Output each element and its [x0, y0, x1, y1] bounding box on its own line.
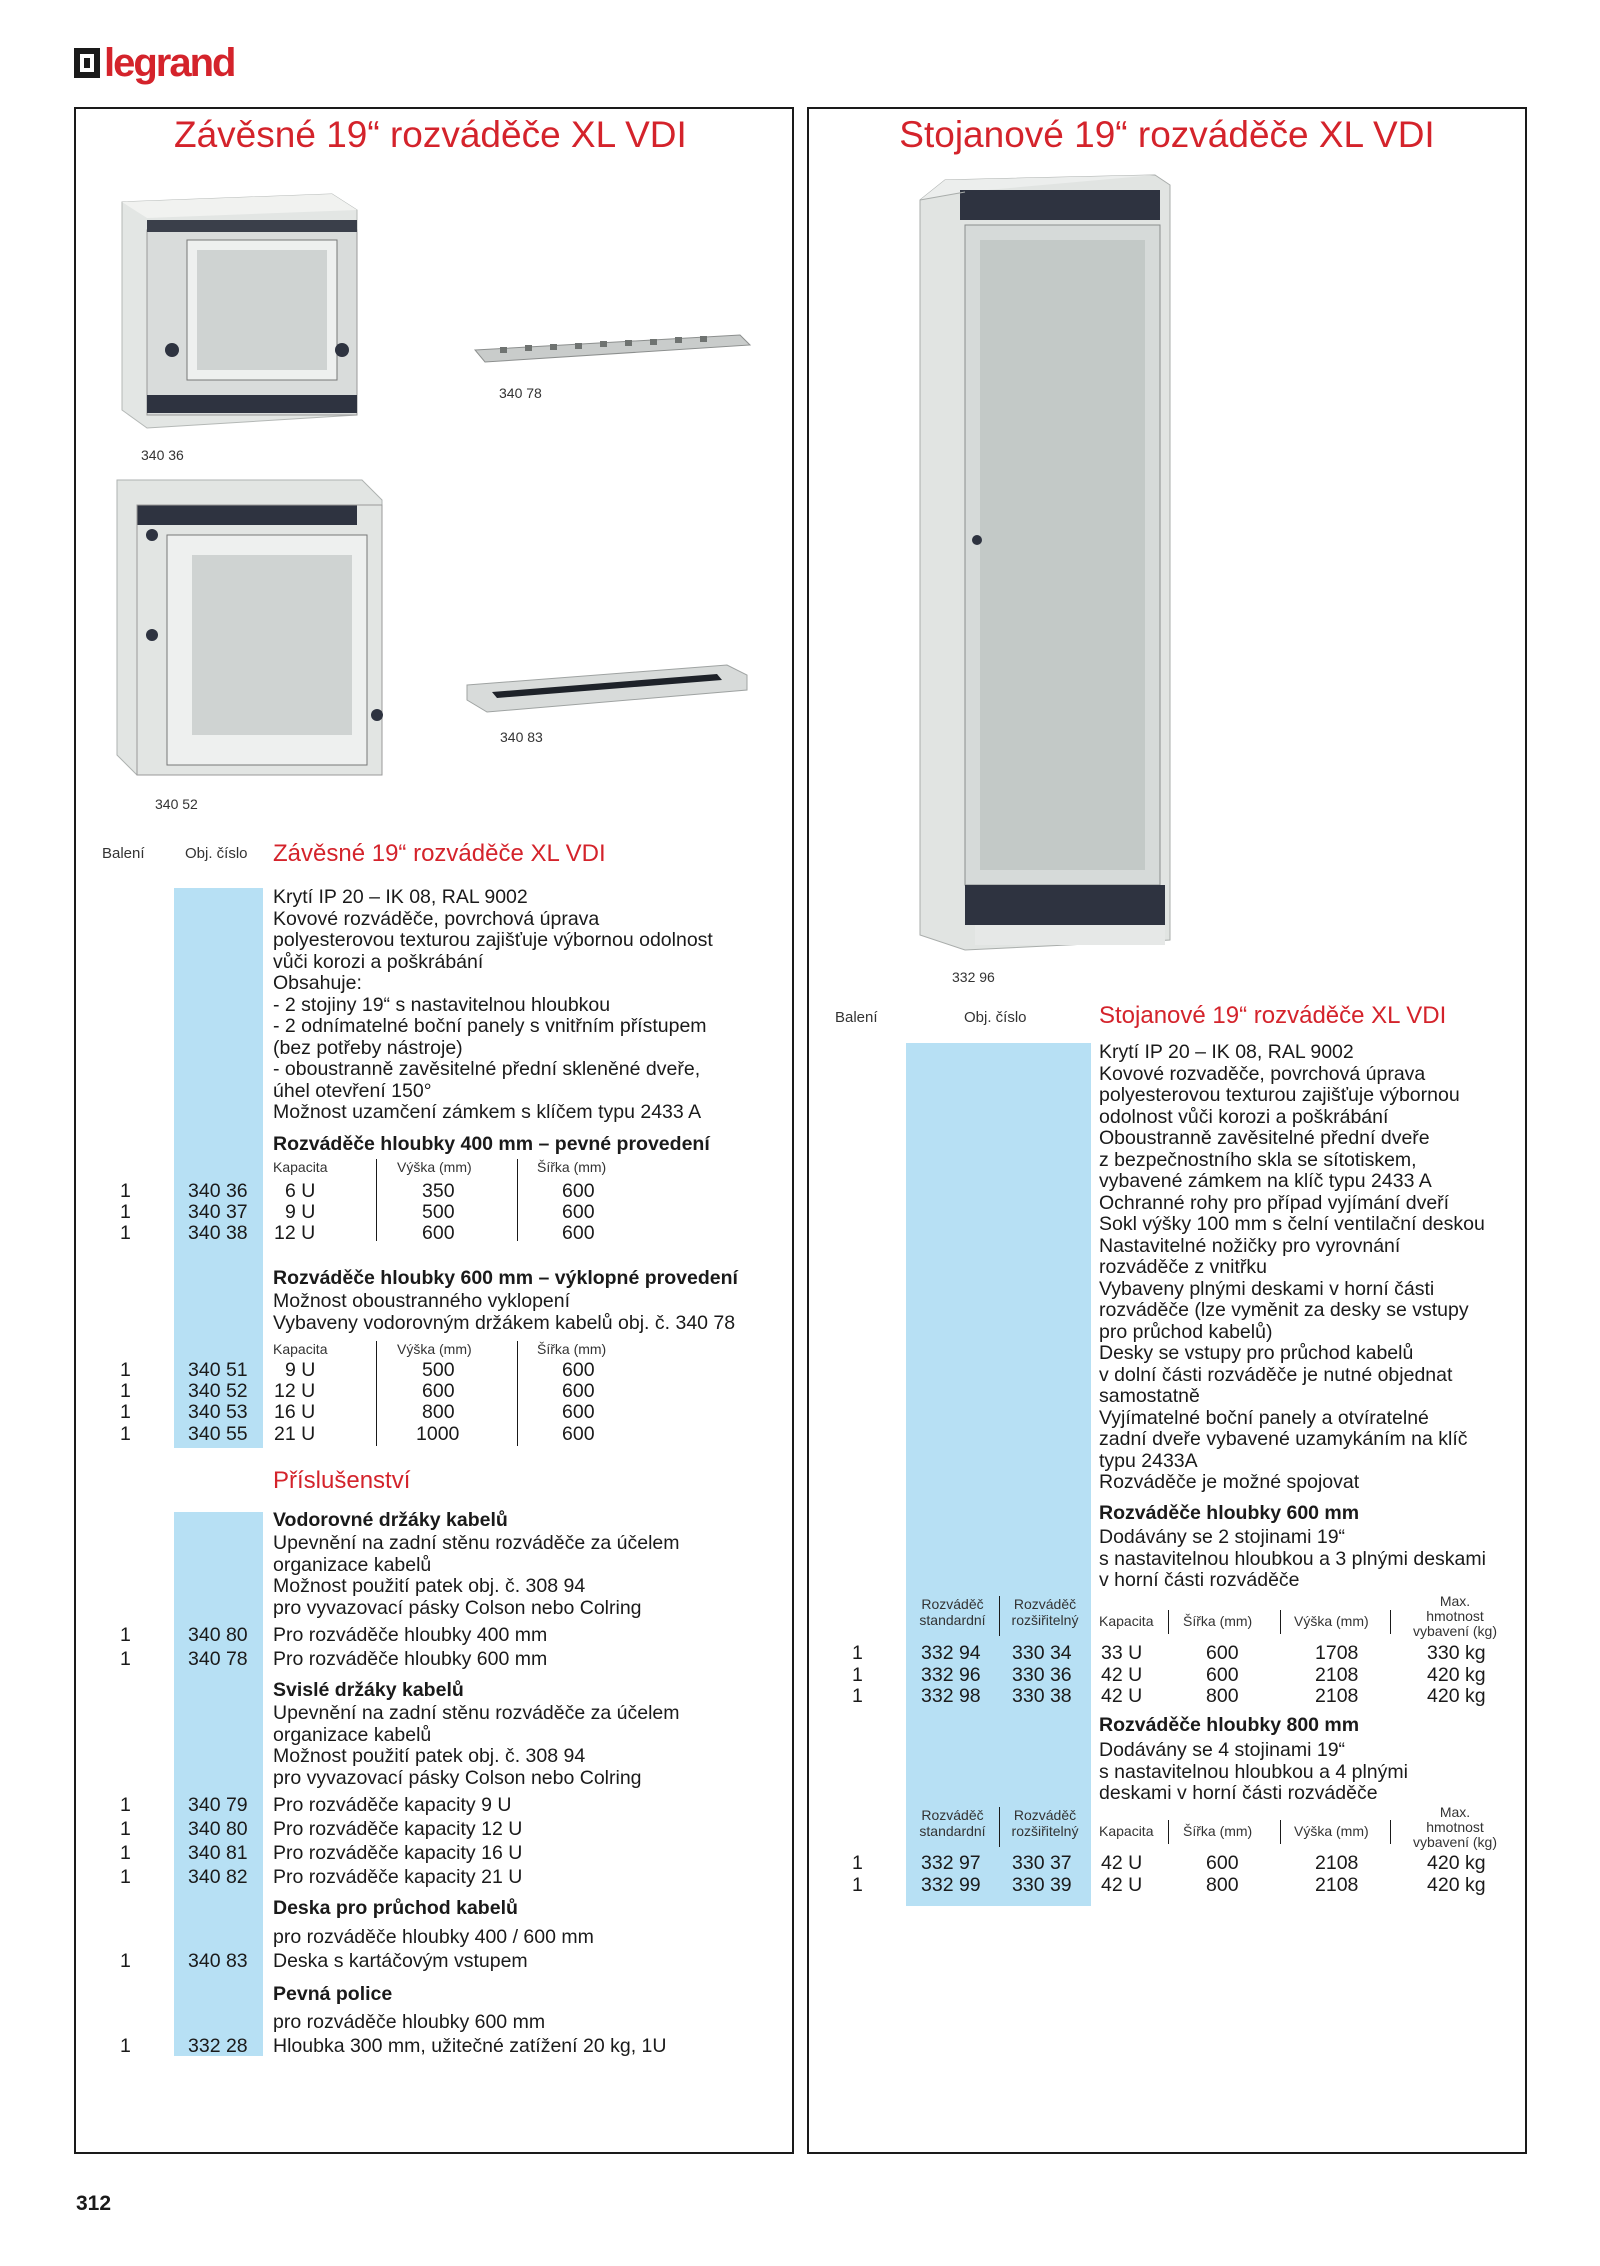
- height-cell: 2108: [1315, 1852, 1359, 1874]
- desc-line: v dolní části rozváděče je nutné objednat: [1099, 1363, 1453, 1386]
- col-max-weight-line: vybavení (kg): [1412, 1834, 1498, 1850]
- col-vyska: Výška (mm): [1294, 1613, 1369, 1629]
- width-cell: 600: [562, 1401, 595, 1423]
- baleni-cell: 1: [120, 1201, 131, 1223]
- desc-line: pro vyvazovací pásky Colson nebo Colring: [273, 1596, 642, 1619]
- desc-line: vůči korozi a poškrábání: [273, 950, 484, 973]
- desc-line: vybavené zámkem na klíč typu 2433 A: [1099, 1170, 1432, 1192]
- column-divider: [376, 1341, 377, 1446]
- image-caption: 340 52: [155, 796, 198, 812]
- capacity-cell: 6 U: [285, 1180, 316, 1202]
- desc-line: Krytí IP 20 – IK 08, RAL 9002: [273, 886, 528, 908]
- baleni-cell: 1: [120, 1648, 131, 1670]
- order-number-cell: 340 80: [188, 1624, 248, 1646]
- width-cell: 600: [562, 1201, 595, 1223]
- baleni-cell: 1: [120, 1380, 131, 1402]
- order-number-column: [906, 1043, 1091, 1906]
- group-title: Pevná police: [273, 1983, 393, 2005]
- col-extendable-line: rozšiřitelný: [1011, 1823, 1079, 1839]
- order-number-cell: 330 34: [1012, 1642, 1072, 1664]
- width-cell: 600: [562, 1423, 595, 1445]
- col-max-weight: [1390, 1805, 1520, 1850]
- baleni-cell: 1: [120, 1401, 131, 1423]
- image-caption: 340 78: [499, 385, 542, 401]
- order-number-cell: 332 99: [921, 1874, 981, 1896]
- height-cell: 350: [422, 1180, 455, 1202]
- height-cell: 800: [422, 1401, 455, 1423]
- col-max-weight-line: vybavení (kg): [1412, 1623, 1498, 1639]
- order-number-cell: 340 81: [188, 1842, 248, 1864]
- order-number-cell: 340 82: [188, 1866, 248, 1888]
- desc-line: organizace kabelů: [273, 1723, 432, 1746]
- col-standard-line: Rozváděč: [921, 1596, 984, 1612]
- column-divider: [1168, 1820, 1169, 1844]
- order-number-cell: 340 78: [188, 1648, 248, 1670]
- wall-cabinet-340-36-image: [112, 190, 362, 435]
- col-kapacita: Kapacita: [1099, 1613, 1154, 1629]
- header-baleni: Balení: [102, 845, 145, 862]
- baleni-cell: 1: [852, 1685, 863, 1707]
- col-standard-line: standardní: [919, 1612, 986, 1628]
- desc-line: Upevnění na zadní stěnu rozváděče za účelem: [273, 1532, 680, 1554]
- height-cell: 600: [422, 1380, 455, 1402]
- col-sirka: Šířka (mm): [537, 1159, 607, 1175]
- column-divider: [517, 1341, 518, 1446]
- baleni-cell: 1: [120, 1950, 131, 1972]
- order-number-column: [174, 1512, 263, 2056]
- desc-line: Kovové rozváděče, povrchová úprava: [273, 907, 600, 930]
- col-max-weight-line: Max.: [1439, 1804, 1471, 1820]
- desc-line: - 2 odnímatelné boční panely s vnitřním přístupem: [273, 1015, 707, 1037]
- column-divider: [376, 1159, 377, 1241]
- order-number-cell: 340 79: [188, 1794, 248, 1816]
- header-baleni: Balení: [835, 1009, 878, 1026]
- height-cell: 500: [422, 1359, 455, 1381]
- order-number-cell: 340 37: [188, 1201, 248, 1223]
- desc-line: organizace kabelů: [273, 1553, 432, 1576]
- image-caption: 332 96: [952, 969, 995, 985]
- baleni-cell: 1: [120, 1818, 131, 1840]
- desc-line: polyesterovou texturou zajišťuje výbornou odolnost: [273, 929, 713, 951]
- capacity-cell: 42 U: [1101, 1852, 1143, 1874]
- accessory-description: [273, 1703, 680, 1789]
- width-cell: 600: [562, 1180, 595, 1202]
- item-description-cell: Pro rozváděče kapacity 9 U: [273, 1794, 512, 1816]
- baleni-cell: 1: [120, 1794, 131, 1816]
- desc-line: Vyjímatelné boční panely a otvíratelné: [1099, 1406, 1429, 1429]
- header-obj-cislo: Obj. číslo: [964, 1009, 1027, 1026]
- baleni-cell: 1: [120, 1222, 131, 1244]
- desc-line: Rozváděče je možné spojovat: [1099, 1471, 1360, 1493]
- desc-line: (bez potřeby nástroje): [273, 1036, 463, 1059]
- width-cell: 600: [1206, 1852, 1239, 1874]
- desc-line: Oboustranně zavěsitelné přední dveře: [1099, 1127, 1430, 1149]
- column-divider: [1168, 1610, 1169, 1634]
- order-number-cell: 330 37: [1012, 1852, 1072, 1874]
- col-max-weight-line: hmotnost: [1426, 1608, 1484, 1624]
- order-number-cell: 330 36: [1012, 1664, 1072, 1686]
- desc-line: v horní části rozváděče: [1099, 1569, 1300, 1591]
- group-description: [1099, 1527, 1486, 1592]
- capacity-cell: 42 U: [1101, 1685, 1143, 1707]
- column-divider: [1280, 1610, 1281, 1634]
- desc-line: - 2 stojiny 19“ s nastavitelnou hloubkou: [273, 993, 611, 1016]
- group-title: Rozváděče hloubky 800 mm: [1099, 1714, 1360, 1736]
- baleni-cell: 1: [120, 1359, 131, 1381]
- desc-line: typu 2433A: [1099, 1449, 1198, 1472]
- desc-line: Možnost použití patek obj. č. 308 94: [273, 1745, 586, 1767]
- col-max-weight: [1390, 1594, 1520, 1639]
- desc-line: s nastavitelnou hloubkou a 3 plnými deskami: [1099, 1547, 1486, 1570]
- item-description-cell: Pro rozváděče hloubky 400 mm: [273, 1624, 548, 1646]
- baleni-cell: 1: [852, 1874, 863, 1896]
- baleni-cell: 1: [120, 1423, 131, 1445]
- desc-line: Dodávány se 4 stojinami 19“: [1099, 1739, 1346, 1761]
- col-standard-line: Rozváděč: [921, 1807, 984, 1823]
- desc-line: Ochranné rohy pro případ vyjímání dveří: [1099, 1191, 1450, 1214]
- desc-line: - oboustranně zavěsitelné přední skleněné dveře,: [273, 1058, 701, 1080]
- desc-line: úhel otevření 150°: [273, 1079, 432, 1102]
- desc-line: Obsahuje:: [273, 972, 362, 994]
- page-number: 312: [76, 2192, 112, 2215]
- baleni-cell: 1: [120, 1624, 131, 1646]
- width-cell: 600: [1206, 1642, 1239, 1664]
- image-caption: 340 36: [141, 447, 184, 463]
- col-sirka: Šířka (mm): [1183, 1613, 1253, 1629]
- width-cell: 600: [562, 1359, 595, 1381]
- baleni-cell: 1: [852, 1852, 863, 1874]
- order-number-cell: 340 52: [188, 1380, 248, 1402]
- order-number-cell: 332 96: [921, 1664, 981, 1686]
- item-description-cell: Pro rozváděče hloubky 600 mm: [273, 1648, 548, 1670]
- col-vyska: Výška (mm): [1294, 1823, 1369, 1839]
- item-description-cell: Pro rozváděče kapacity 12 U: [273, 1818, 523, 1840]
- desc-line: pro průchod kabelů): [1099, 1320, 1273, 1343]
- order-number-cell: 332 28: [188, 2035, 248, 2057]
- width-cell: 600: [562, 1222, 595, 1244]
- column-divider: [999, 1596, 1000, 1636]
- desc-line: odolnost vůči korozi a poškrábání: [1099, 1105, 1389, 1128]
- col-max-weight-line: Max.: [1439, 1593, 1471, 1609]
- desc-line: zadní dveře vybavené uzamykáním na klíč: [1099, 1428, 1468, 1450]
- desc-line: rozváděče (lze vyměnit za desky se vstupy: [1099, 1299, 1469, 1321]
- desc-line: Sokl výšky 100 mm s čelní ventilační deskou: [1099, 1213, 1485, 1235]
- width-cell: 800: [1206, 1874, 1239, 1896]
- legrand-logo-icon: [74, 48, 100, 78]
- weight-cell: 420 kg: [1427, 1852, 1486, 1874]
- capacity-cell: 42 U: [1101, 1874, 1143, 1896]
- desc-line: Dodávány se 2 stojinami 19“: [1099, 1526, 1346, 1548]
- product-description: [273, 887, 713, 1124]
- desc-line: pro rozváděče hloubky 400 / 600 mm: [273, 1926, 594, 1948]
- col-extendable-line: Rozváděč: [1013, 1596, 1077, 1612]
- legrand-logo: [74, 40, 234, 86]
- order-number-cell: 340 83: [188, 1950, 248, 1972]
- section-title: Závěsné 19“ rozváděče XL VDI: [273, 840, 606, 867]
- col-standard: [906, 1807, 999, 1839]
- group-title: Vodorovné držáky kabelů: [273, 1509, 508, 1531]
- order-number-cell: 330 38: [1012, 1685, 1072, 1707]
- order-number-cell: 340 38: [188, 1222, 248, 1244]
- col-extendable: [999, 1596, 1091, 1628]
- desc-line: Upevnění na zadní stěnu rozváděče za účelem: [273, 1702, 680, 1724]
- order-number-cell: 340 55: [188, 1423, 248, 1445]
- accessories-title: Příslušenství: [273, 1467, 411, 1494]
- baleni-cell: 1: [120, 1866, 131, 1888]
- baleni-cell: 1: [120, 2035, 131, 2057]
- height-cell: 600: [422, 1222, 455, 1244]
- col-vyska: Výška (mm): [397, 1341, 472, 1357]
- item-description-cell: Hloubka 300 mm, užitečné zatížení 20 kg, 1U: [273, 2035, 667, 2057]
- col-max-weight-line: hmotnost: [1426, 1819, 1484, 1835]
- width-cell: 600: [562, 1380, 595, 1402]
- order-number-cell: 340 80: [188, 1818, 248, 1840]
- desc-line: pro vyvazovací pásky Colson nebo Colring: [273, 1766, 642, 1789]
- capacity-cell: 21 U: [274, 1423, 316, 1445]
- brush-plate-340-83-image: [462, 660, 752, 720]
- height-cell: 2108: [1315, 1874, 1359, 1896]
- weight-cell: 420 kg: [1427, 1874, 1486, 1896]
- desc-line: samostatně: [1099, 1385, 1200, 1407]
- accessory-description: [273, 1533, 680, 1619]
- width-cell: 800: [1206, 1685, 1239, 1707]
- group-title: Svislé držáky kabelů: [273, 1679, 464, 1701]
- desc-line: Možnost použití patek obj. č. 308 94: [273, 1575, 586, 1597]
- desc-line: Vybaveny plnými deskami v horní části: [1099, 1277, 1435, 1300]
- order-number-cell: 332 98: [921, 1685, 981, 1707]
- order-number-cell: 332 94: [921, 1642, 981, 1664]
- col-extendable: [999, 1807, 1091, 1839]
- baleni-cell: 1: [120, 1842, 131, 1864]
- width-cell: 600: [1206, 1664, 1239, 1686]
- item-description-cell: Pro rozváděče kapacity 16 U: [273, 1842, 523, 1864]
- desc-line: pro rozváděče hloubky 600 mm: [273, 2011, 546, 2033]
- height-cell: 2108: [1315, 1685, 1359, 1707]
- group-description: [1099, 1740, 1408, 1805]
- group-title: Deska pro průchod kabelů: [273, 1897, 518, 1919]
- order-number-cell: 340 51: [188, 1359, 248, 1381]
- desc-line: polyesterovou texturou zajišťuje výbornou: [1099, 1084, 1460, 1106]
- col-sirka: Šířka (mm): [1183, 1823, 1253, 1839]
- desc-line: Možnost uzamčení zámkem s klíčem typu 2433 A: [273, 1101, 702, 1123]
- col-kapacita: Kapacita: [1099, 1823, 1154, 1839]
- desc-line: Krytí IP 20 – IK 08, RAL 9002: [1099, 1041, 1354, 1063]
- baleni-cell: 1: [852, 1664, 863, 1686]
- desc-line: z bezpečnostního skla se sítotiskem,: [1099, 1148, 1417, 1171]
- section-title: Stojanové 19“ rozváděče XL VDI: [1099, 1002, 1447, 1029]
- column-divider: [1390, 1820, 1391, 1844]
- column-divider: [999, 1807, 1000, 1847]
- item-description-cell: Deska s kartáčovým vstupem: [273, 1950, 528, 1972]
- col-extendable-line: rozšiřitelný: [1011, 1612, 1079, 1628]
- desc-line: Možnost oboustranného vyklopení: [273, 1290, 571, 1312]
- desc-line: deskami v horní části rozváděče: [1099, 1782, 1378, 1804]
- header-obj-cislo: Obj. číslo: [185, 845, 248, 862]
- capacity-cell: 33 U: [1101, 1642, 1143, 1664]
- group-title: Rozváděče hloubky 600 mm – výklopné provedení: [273, 1267, 738, 1289]
- col-kapacita: Kapacita: [273, 1159, 328, 1175]
- weight-cell: 330 kg: [1427, 1642, 1486, 1664]
- desc-line: Vybaveny vodorovným držákem kabelů obj. č. 340 78: [273, 1312, 736, 1334]
- height-cell: 1000: [416, 1423, 460, 1445]
- desc-line: rozváděče z vnitřku: [1099, 1256, 1267, 1278]
- col-extendable-line: Rozváděč: [1013, 1807, 1077, 1823]
- col-kapacita: Kapacita: [273, 1341, 328, 1357]
- desc-line: Desky se vstupy pro průchod kabelů: [1099, 1342, 1414, 1364]
- capacity-cell: 12 U: [274, 1380, 316, 1402]
- height-cell: 500: [422, 1201, 455, 1223]
- column-divider: [1390, 1610, 1391, 1634]
- capacity-cell: 42 U: [1101, 1664, 1143, 1686]
- capacity-cell: 9 U: [285, 1201, 316, 1223]
- wall-cabinet-340-52-image: [112, 475, 387, 785]
- weight-cell: 420 kg: [1427, 1685, 1486, 1707]
- item-description-cell: Pro rozváděče kapacity 21 U: [273, 1866, 523, 1888]
- floor-cabinet-332-96-image: [905, 170, 1175, 955]
- brand-name: legrand: [104, 41, 235, 85]
- order-number-cell: 340 53: [188, 1401, 248, 1423]
- product-description: [1099, 1042, 1485, 1494]
- column-divider: [517, 1159, 518, 1241]
- baleni-cell: 1: [120, 1180, 131, 1202]
- capacity-cell: 16 U: [274, 1401, 316, 1423]
- desc-line: Nastavitelné nožičky pro vyrovnání: [1099, 1234, 1401, 1257]
- col-sirka: Šířka (mm): [537, 1341, 607, 1357]
- capacity-cell: 9 U: [285, 1359, 316, 1381]
- col-standard-line: standardní: [919, 1823, 986, 1839]
- column-divider: [1280, 1820, 1281, 1844]
- image-caption: 340 83: [500, 729, 543, 745]
- group-title: Rozváděče hloubky 400 mm – pevné provedení: [273, 1133, 710, 1155]
- col-vyska: Výška (mm): [397, 1159, 472, 1175]
- left-panel-title: Závěsné 19“ rozváděče XL VDI: [174, 114, 687, 155]
- cable-bracket-340-78-image: [470, 330, 755, 375]
- right-panel-title: Stojanové 19“ rozváděče XL VDI: [899, 114, 1435, 155]
- col-standard: [906, 1596, 999, 1628]
- order-number-cell: 340 36: [188, 1180, 248, 1202]
- order-number-cell: 332 97: [921, 1852, 981, 1874]
- desc-line: s nastavitelnou hloubkou a 4 plnými: [1099, 1760, 1408, 1783]
- weight-cell: 420 kg: [1427, 1664, 1486, 1686]
- baleni-cell: 1: [852, 1642, 863, 1664]
- group-title: Rozváděče hloubky 600 mm: [1099, 1502, 1360, 1524]
- desc-line: Kovové rozvaděče, povrchová úprava: [1099, 1062, 1426, 1085]
- height-cell: 2108: [1315, 1664, 1359, 1686]
- height-cell: 1708: [1315, 1642, 1359, 1664]
- order-number-cell: 330 39: [1012, 1874, 1072, 1896]
- capacity-cell: 12 U: [274, 1222, 316, 1244]
